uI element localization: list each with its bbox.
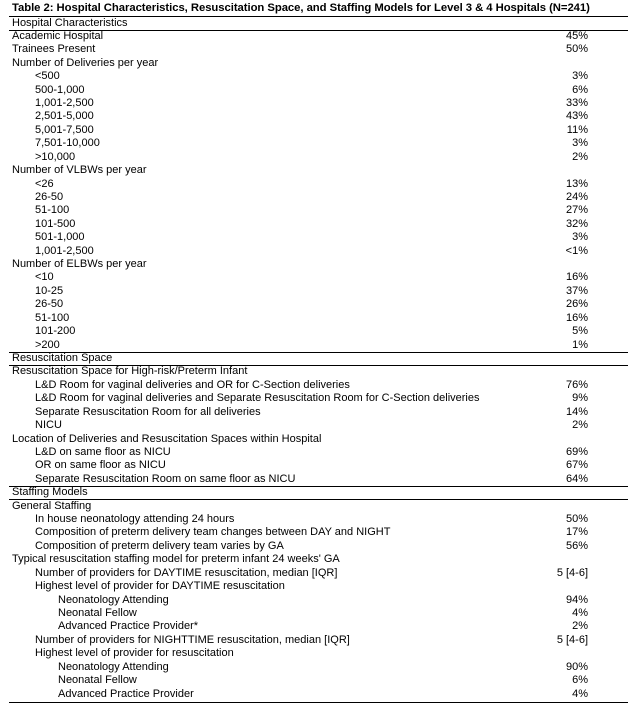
row-label: 10-25 [35,284,64,297]
row-label: 101-200 [35,325,76,338]
table-row [0,151,633,164]
row-label: In house neonatology attending 24 hours [35,513,235,526]
table-row [0,433,633,446]
table-row [0,70,633,83]
table-row [0,419,633,432]
row-label: Number of providers for DAYTIME resuscitation, median [IQR] [35,566,338,579]
row-label: Advanced Practice Provider [58,687,194,700]
table-row [0,218,633,231]
table-row [0,567,633,580]
row-value: 4% [572,606,588,619]
row-value: 13% [565,177,588,190]
row-label: 51-100 [35,204,70,217]
row-value: 24% [565,190,588,203]
row-value: 90% [565,660,588,673]
table-row [0,540,633,553]
table-row [0,271,633,284]
table-row [0,406,633,419]
section-header-row [0,352,633,365]
row-label: Composition of preterm delivery team changes between DAY and NIGHT [35,526,391,539]
table-row [0,526,633,539]
table-row [0,137,633,150]
table-row [0,325,633,338]
table-row [0,620,633,633]
row-label: 51-100 [35,311,70,324]
row-value: 11% [566,123,588,136]
row-value: 3% [572,137,588,150]
row-value: 4% [572,687,588,700]
row-label: Separate Resuscitation Room on same floor as NICU [35,472,296,485]
row-label: OR on same floor as NICU [35,459,166,472]
rule-line [9,702,628,703]
row-value: 3% [572,70,588,83]
table-row [0,553,633,566]
table-row [0,339,633,352]
row-label: Resuscitation Space for High-risk/Preterm Infant [12,365,248,378]
row-value: 64% [565,472,588,485]
table-row [0,57,633,70]
row-value: 76% [565,378,588,391]
row-label: Neonatology Attending [58,660,169,673]
row-label: Number of providers for NIGHTTIME resuscitation, median [IQR] [35,633,350,646]
row-label: General Staffing [12,499,92,512]
table-title: Table 2: Hospital Characteristics, Resuscitation Space, and Staffing Models for Level 3 & 4 Hospitals (N=241) [12,2,590,14]
row-label: 101-500 [35,217,76,230]
row-value: 94% [565,593,588,606]
row-value: 33% [565,97,588,110]
row-label: Separate Resuscitation Room for all deliveries [35,405,261,418]
row-label: 26-50 [35,190,64,203]
row-value: 50% [565,43,588,56]
row-label: Composition of preterm delivery team varies by GA [35,539,284,552]
row-value: 69% [565,445,588,458]
row-value: 5% [572,325,588,338]
row-value: 32% [565,217,588,230]
row-label: Highest level of provider for resuscitation [35,647,234,660]
table-row [0,392,633,405]
row-value: 17% [565,526,588,539]
section-header-row [0,486,633,499]
row-value: 56% [565,539,588,552]
row-label: Neonatal Fellow [58,674,137,687]
row-label: 5,001-7,500 [35,123,94,136]
row-value: 9% [572,392,588,405]
row-value: 6% [572,674,588,687]
row-label: Academic Hospital [12,29,104,42]
row-value: 45% [565,29,588,42]
table-row [0,661,633,674]
row-label: 500-1,000 [35,83,85,96]
row-label: Trainees Present [12,43,96,56]
row-value: 2% [572,150,588,163]
row-value: 2% [572,419,588,432]
table-row [0,513,633,526]
table-row [0,365,633,378]
table-row [0,634,633,647]
table-row [0,459,633,472]
table-row [0,285,633,298]
row-label: 26-50 [35,298,64,311]
row-label: Number of VLBWs per year [12,164,147,177]
row-value: 26% [565,298,588,311]
row-label: Highest level of provider for DAYTIME resuscitation [35,580,285,593]
row-label: 2,501-5,000 [35,110,94,123]
row-value: <1% [565,244,588,257]
row-label: >200 [35,338,60,351]
table-row [0,594,633,607]
row-label: 1,001-2,500 [35,97,94,110]
row-label: L&D Room for vaginal deliveries and Separate Resuscitation Room for C-Section deliveries [35,392,480,405]
row-value: 3% [572,231,588,244]
row-value: 5 [4-6] [556,633,588,646]
table-row [0,164,633,177]
row-value: 14% [565,405,588,418]
row-value: 37% [565,284,588,297]
section-label: Resuscitation Space [12,352,113,364]
row-value: 43% [565,110,588,123]
row-label: Location of Deliveries and Resuscitation Spaces within Hospital [12,432,322,445]
table-row [0,312,633,325]
table-row [0,607,633,620]
row-label: 501-1,000 [35,231,85,244]
table-row [0,500,633,513]
row-label: Advanced Practice Provider* [58,620,199,633]
row-label: Number of ELBWs per year [12,258,147,271]
table-row [0,43,633,56]
row-label: Neonatology Attending [58,593,169,606]
table-row [0,124,633,137]
table-row [0,30,633,43]
row-label: >10,000 [35,150,76,163]
row-label: <26 [35,177,54,190]
table-row [0,231,633,244]
row-value: 16% [565,311,588,324]
table-row [0,178,633,191]
table-row [0,97,633,110]
table-row [0,674,633,687]
row-value: 50% [565,513,588,526]
table-row [0,379,633,392]
table-row [0,647,633,660]
row-value: 27% [565,204,588,217]
row-label: <10 [35,271,54,284]
table-row [0,473,633,486]
row-value: 2% [572,620,588,633]
row-value: 1% [572,338,588,351]
table-row [0,580,633,593]
row-label: L&D Room for vaginal deliveries and OR for C-Section deliveries [35,378,350,391]
row-label: Neonatal Fellow [58,606,137,619]
table-row [0,204,633,217]
section-label: Hospital Characteristics [12,16,128,29]
table-row [0,258,633,271]
row-value: 16% [565,271,588,284]
row-label: <500 [35,70,60,83]
section-label: Staffing Models [12,486,88,499]
row-value: 67% [565,459,588,472]
table-row [0,245,633,258]
row-label: L&D on same floor as NICU [35,445,171,458]
table-row [0,298,633,311]
row-value: 5 [4-6] [556,566,588,579]
table-row [0,110,633,123]
table-row [0,446,633,459]
row-value: 6% [572,83,588,96]
row-label: NICU [35,419,62,432]
row-label: 7,501-10,000 [35,137,100,150]
section-header-row [0,17,633,30]
table-row [0,191,633,204]
table-row [0,688,633,701]
row-label: 1,001-2,500 [35,244,94,257]
row-label: Typical resuscitation staffing model for preterm infant 24 weeks' GA [12,553,340,566]
table-row [0,84,633,97]
row-label: Number of Deliveries per year [12,56,159,69]
